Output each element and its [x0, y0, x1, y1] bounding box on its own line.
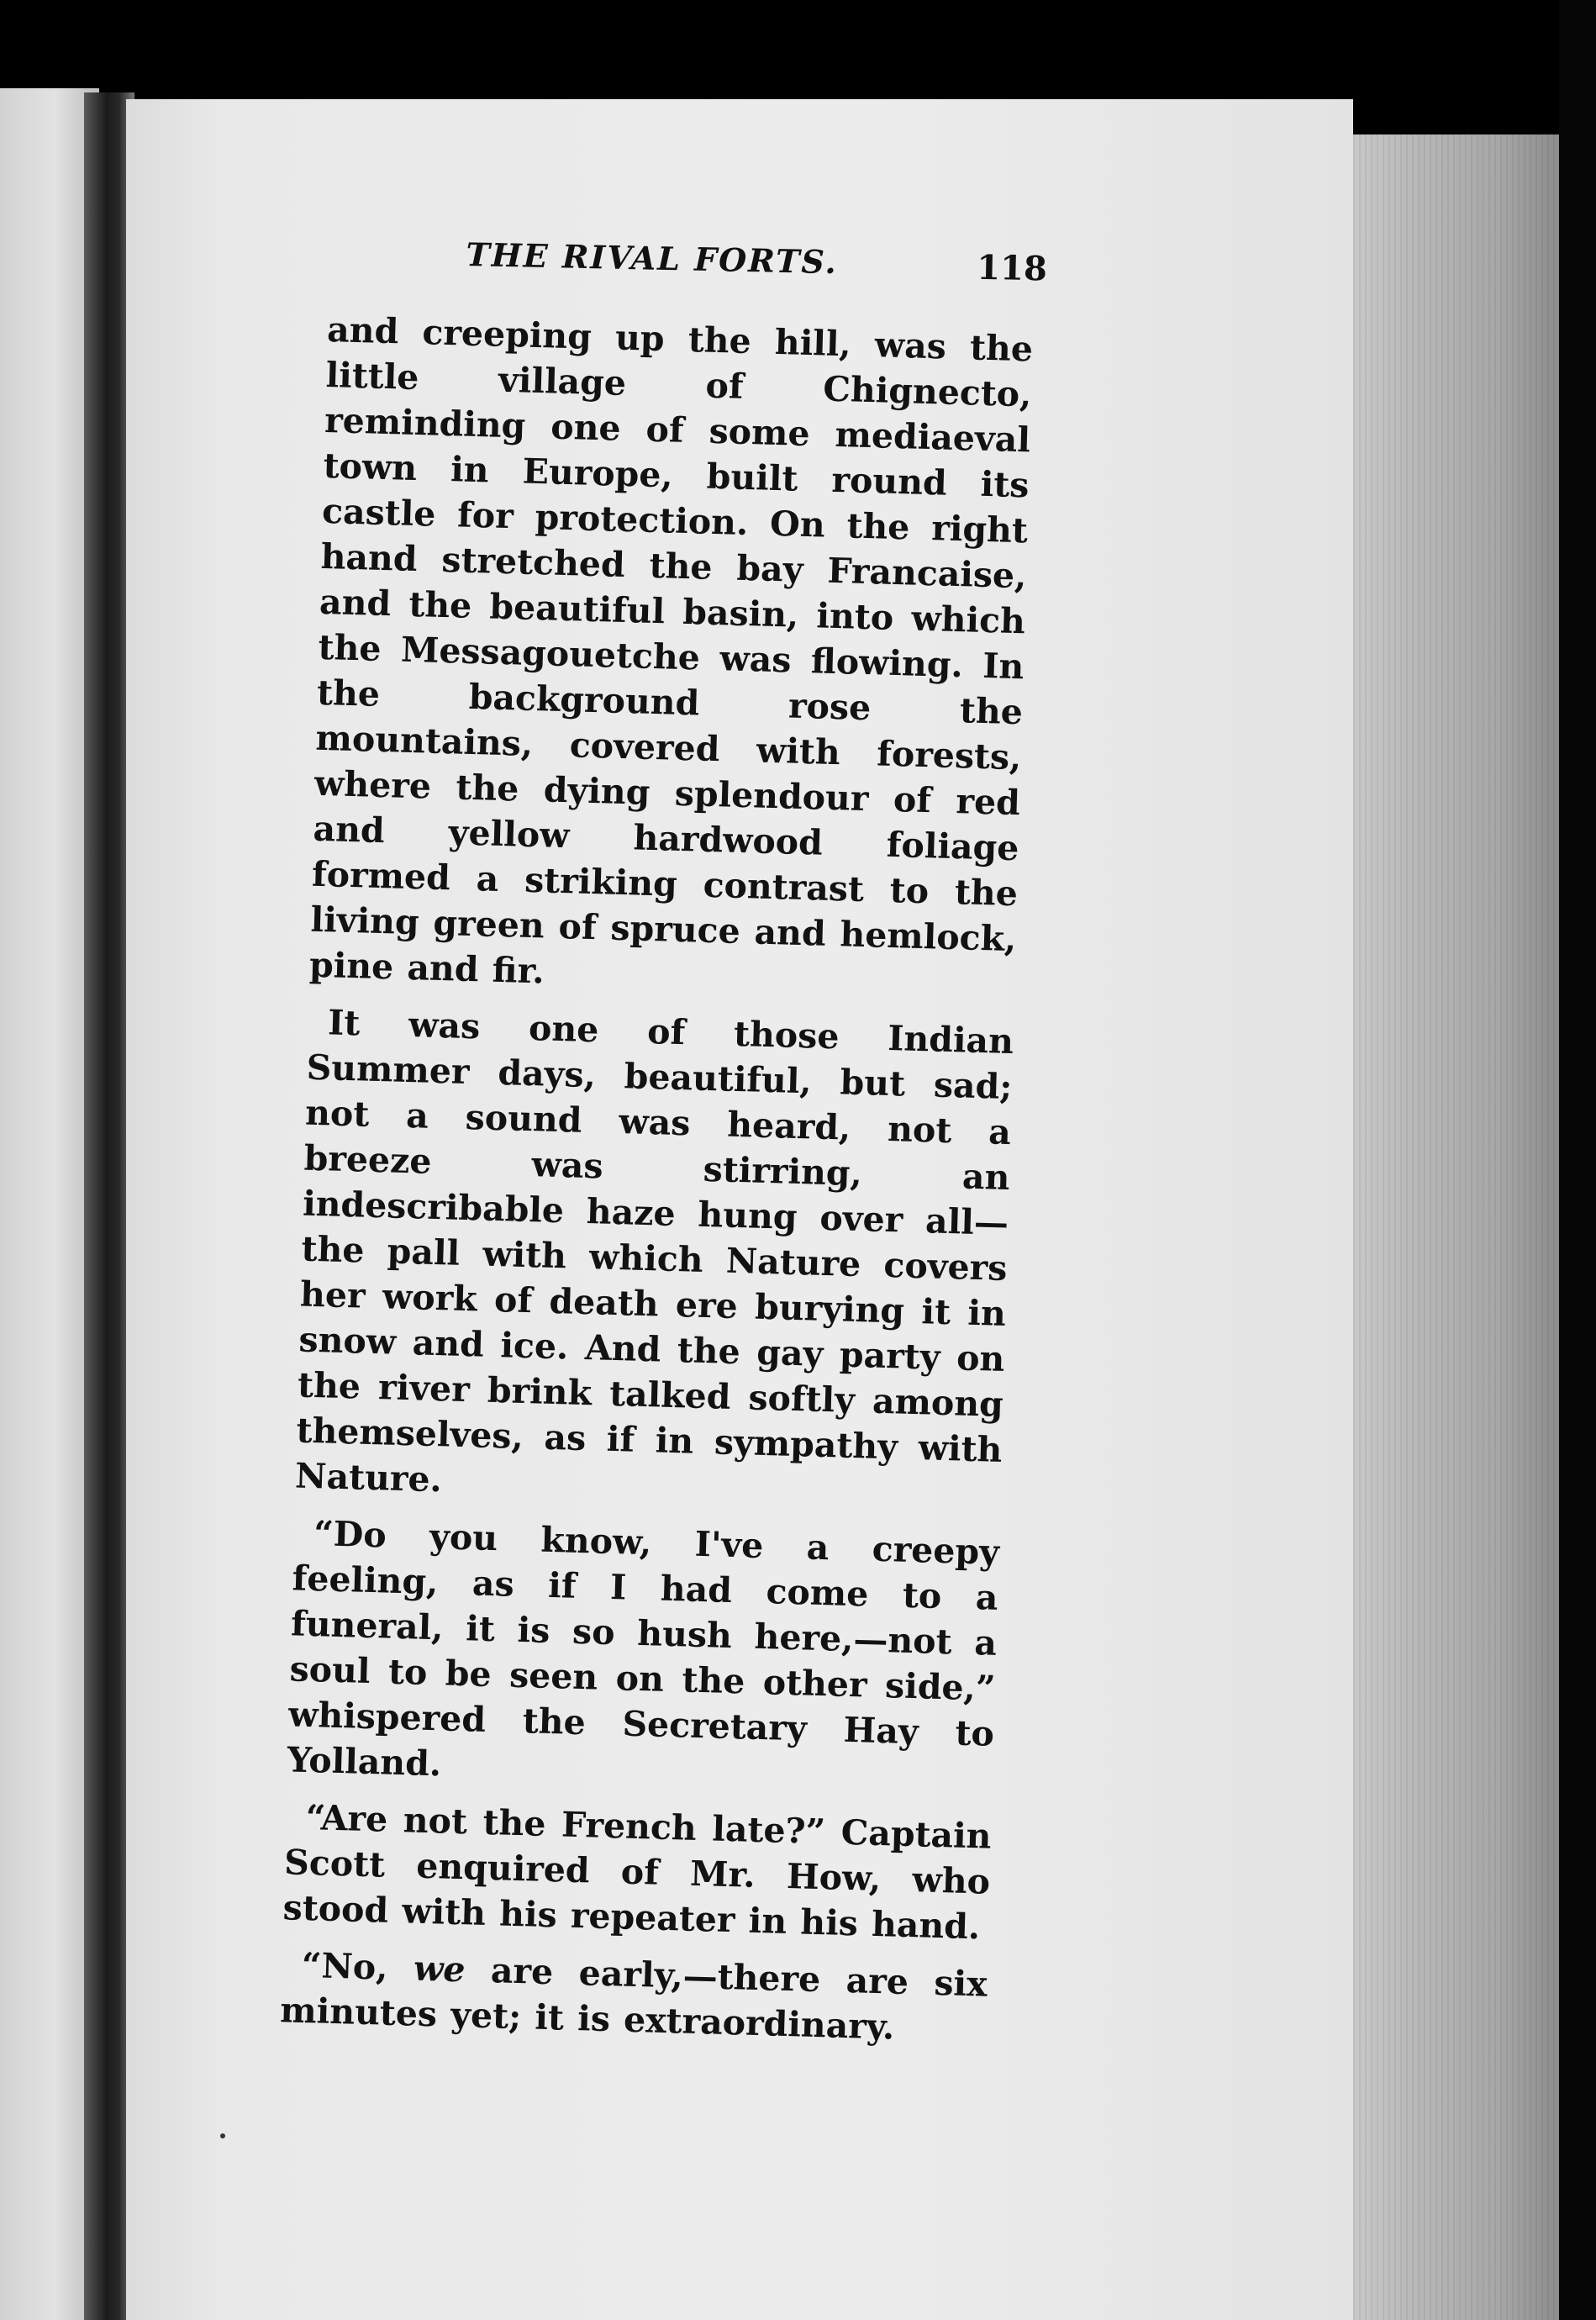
body-text	[279, 307, 1033, 2064]
stray-mark	[220, 2133, 225, 2138]
paragraph-4: “Are not the French late?” Captain Scott enquired of Mr. How, who stood with his repeater in his hand.	[282, 1796, 993, 1948]
paragraph-1: and creeping up the hill, was the little village of Chignecto, reminding one of some mediaeval town in Europe, built round its castle for protection. On the right hand stretched the bay Francaise, and the beautiful basin, into which the Messagouetche was flowing. In the background rose the mountains, covered with forests, where the dying splendour of red and yellow hardwood foliage formed a striking contrast to the living green of spruce and hemlock, pine and fir.	[308, 308, 1034, 992]
page-stack-edges	[1353, 134, 1559, 2320]
paragraph-5-start: “No,	[301, 1944, 414, 1989]
paragraph-5	[280, 1942, 988, 2052]
paragraph-2: It was one of those Indian Summer days, beautiful, but sad; not a sound was heard, not a breeze was stirring, an indescribable haze hung over all—the pall with which Nature covers her work of death ere burying it in snow and ice. And the gay party on the river brink talked softly among themselves, as if in sympathy with Nature.	[294, 1002, 1014, 1500]
scan-border	[1559, 0, 1596, 2320]
page-number: 118	[976, 247, 1048, 289]
paragraph-3: “Do you know, I've a creepy feeling, as if I had come to a funeral, it is so hush here,—not a soul to be seen on the other side,” whispered the Secretary Hay to Yolland.	[287, 1513, 1000, 1785]
paragraph-5-end: are early,—there are six minutes yet; it is extraordinary.	[279, 1949, 988, 2048]
emphasis-we: we	[413, 1948, 466, 1990]
running-title: THE RIVAL FORTS.	[466, 235, 839, 282]
